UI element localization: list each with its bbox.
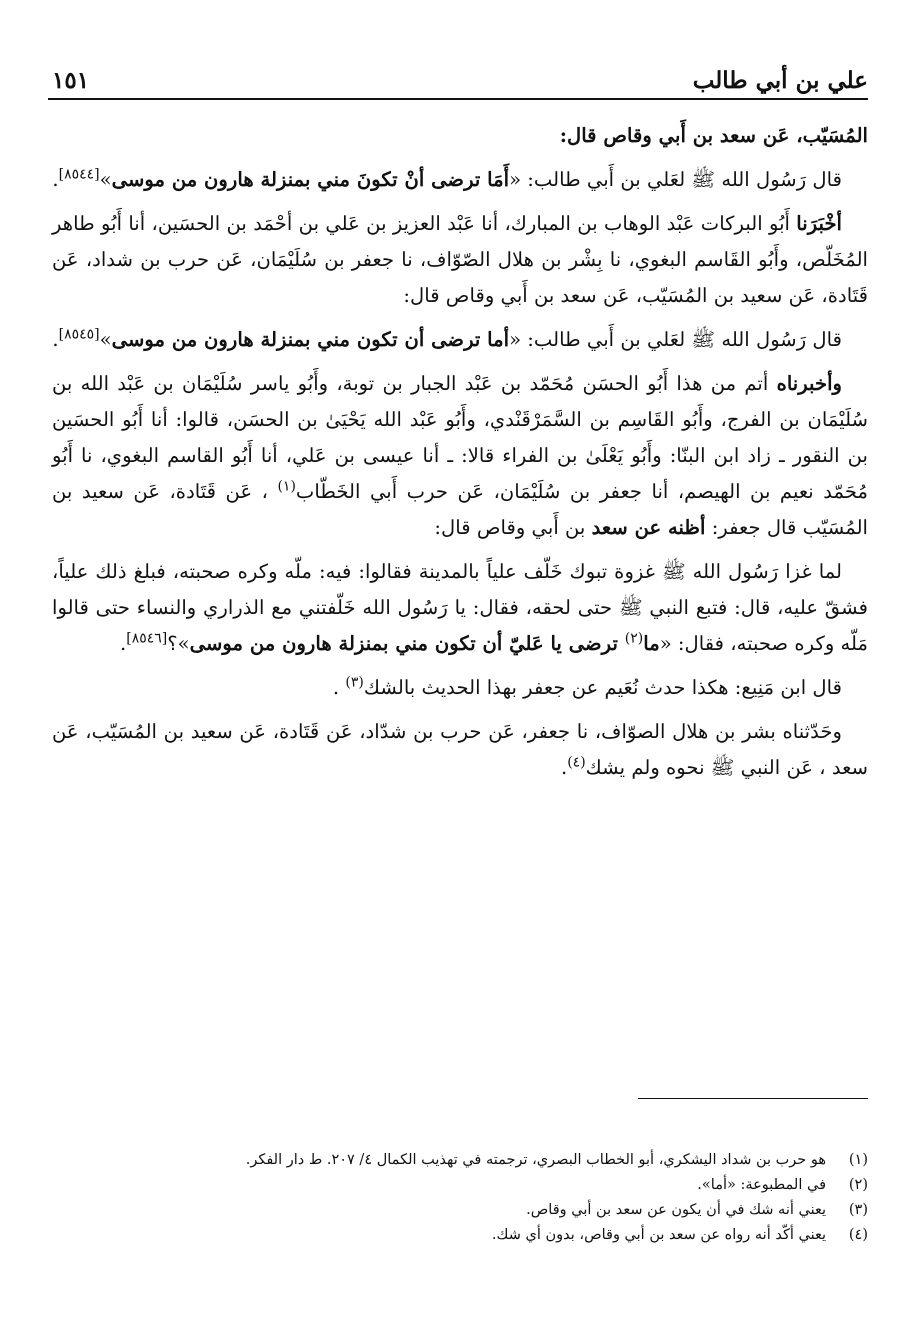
paragraph-8-end: .: [560, 756, 568, 779]
footnote-1: [52, 1148, 868, 1173]
footnote-text: يعني أنه شك في أن يكون عن سعد بن أبي وقاص.: [526, 1202, 826, 1218]
hadith-quote-3a: ما: [643, 632, 660, 655]
paragraph-6-text-a: لما غزا رَسُول الله ﷺ غزوة تبوك خَلّف علياً بالمدينة فقالوا: فيه: ملّه وكره صحبته، فبلغ ذلك علياً، فشقّ عليه، قال: فتبع النبي ﷺ حتى لحقه، فقال: يا رَسُول الله خَلّفتني مع الذراري والنساء حتى قالوا مَلّه وكره صحبته، فقال: «: [52, 560, 868, 655]
footnote-ref-2[interactable]: (٢): [624, 630, 644, 647]
footnote-2: [52, 1173, 868, 1198]
paragraph-6: [52, 554, 868, 662]
paragraph-3: [52, 206, 868, 314]
footnote-number: (٣): [848, 1202, 868, 1218]
footnote-ref-3[interactable]: (٣): [345, 674, 364, 691]
isnad-lead-1: أخْبَرَنا: [796, 212, 842, 235]
quote-close-3: »؟: [167, 632, 190, 655]
footnote-divider: [638, 1098, 868, 1099]
isnad-lead-2: وأخبرناه: [776, 372, 842, 395]
paragraph-8: [52, 714, 868, 786]
footnote-number: (٤): [848, 1227, 868, 1243]
paragraph-2-lead: قال رَسُول الله ﷺ لعَلي بن أَبي طالب: «: [509, 168, 842, 191]
paragraph-5: [52, 366, 868, 546]
footnote-number: (٢): [848, 1177, 868, 1193]
footnote-text: في المطبوعة: «أما».: [697, 1177, 826, 1193]
hadith-number-8545: [٨٥٤٥]: [58, 326, 100, 343]
page-header: [48, 58, 868, 100]
hadith-quote-2: أما ترضى أن تكون مني بمنزلة هارون من موسى: [111, 328, 510, 351]
hadith-number-8544: [٨٥٤٤]: [58, 166, 100, 183]
quote-close-2: »: [99, 328, 112, 351]
hadith-quote-1: أَمَا ترضى أنْ تكونَ مني بمنزلة هارون من موسى: [111, 168, 510, 191]
paragraph-3-text: أَبُو البركات عَبْد الوهاب بن المبارك، أنا عَبْد العزيز بن عَلي بن أحْمَد بن الحسَين، أنا أَبُو طاهر المُخَلّص، وأَبُو القَاسم البغوي، نا بِشْر بن هلال الصّوّاف، نا جعفر بن سُلَيْمَان، عَن حرب بن شداد، عَن قَتَادة، عَن سعيد بن المُسَيّب، عَن سعد بن أَبي وقاص قال:: [52, 212, 868, 307]
paragraph-6-end: .: [120, 632, 127, 655]
paragraph-2-end: .: [52, 168, 59, 191]
running-title: علي بن أبي طالب: [692, 67, 868, 94]
hadith-number-8546: [٨٥٤٦]: [126, 630, 168, 647]
paragraph-5-text-c: بن أَبي وقاص قال:: [434, 516, 592, 539]
paragraph-7-end: .: [332, 676, 346, 699]
paragraph-5-text-a: أتم من هذا أَبُو الحسَن مُحَمّد بن عَبْد الجبار بن توبة، وأَبُو ياسر سُلَيْمَان بن عَبْد الله بن سُلَيْمَان بن الفرج، وأَبُو القَاسِم بن السَّمَرْقَنْدي، وأَبُو عَبْد الله يَحْيَىٰ بن الحسَن، قالوا: أنا أَبُو الحسَين بن النقور ـ زاد ابن البنّا: وأَبُو يَعْلَىٰ بن الفراء قالا: ـ أنا عيسى بن عَلي، أنا أَبُو القاسم البغوي، نا أَبُو مُحَمّد نعيم بن الهيصم، أنا جعفر بن سُلَيْمَان، عَن حرب أَبي الخَطّاب: [52, 372, 868, 503]
page-number: ١٥١: [52, 67, 90, 94]
paragraph-8-text: وحَدّثناه بشر بن هلال الصوّاف، نا جعفر، عَن حرب بن شدّاد، عَن قَتَادة، عَن سعيد بن المُسَيّب، عَن سعد ، عَن النبي ﷺ نحوه ولم يشك: [52, 720, 868, 779]
footnote-text: هو حرب بن شداد اليشكري، أبو الخطاب البصري، ترجمته في تهذيب الكمال ٤/ ٢٠٧. ط دار الفكر.: [245, 1152, 826, 1168]
paragraph-4-lead: قال رَسُول الله ﷺ لعَلي بن أَبي طالب: «: [509, 328, 842, 351]
paragraph-5-text-b: ، عَن قَتَادة، عَن سعيد بن المُسَيّب قال جعفر:: [52, 480, 868, 539]
paragraph-1-text: المُسَيّب، عَن سعد بن أَبي وقاص قال:: [559, 124, 868, 147]
paragraph-5-bold: أظنه عن سعد: [591, 516, 706, 539]
footnote-ref-1[interactable]: (١): [277, 478, 296, 495]
paragraph-4-end: .: [52, 328, 59, 351]
footnote-number: (١): [848, 1152, 868, 1168]
main-text: [52, 118, 868, 794]
paragraph-2: [52, 162, 868, 198]
paragraph-7: [52, 670, 868, 706]
footnote-ref-4[interactable]: (٤): [567, 754, 586, 771]
paragraph-7-text: قال ابن مَنِيع: هكذا حدث نُعَيم عن جعفر بهذا الحديث بالشك: [363, 676, 842, 699]
paragraph-1: [52, 118, 868, 154]
footnotes: [52, 1148, 868, 1248]
quote-close-1: »: [99, 168, 112, 191]
footnote-text: يعني أكّد أنه رواه عن سعد بن أبي وقاص، بدون أي شك.: [491, 1227, 826, 1243]
paragraph-4: [52, 322, 868, 358]
footnote-3: [52, 1198, 868, 1223]
hadith-quote-3b: ترضى يا عَليّ أن تكون مني بمنزلة هارون من موسى: [189, 632, 625, 655]
footnote-4: [52, 1223, 868, 1248]
